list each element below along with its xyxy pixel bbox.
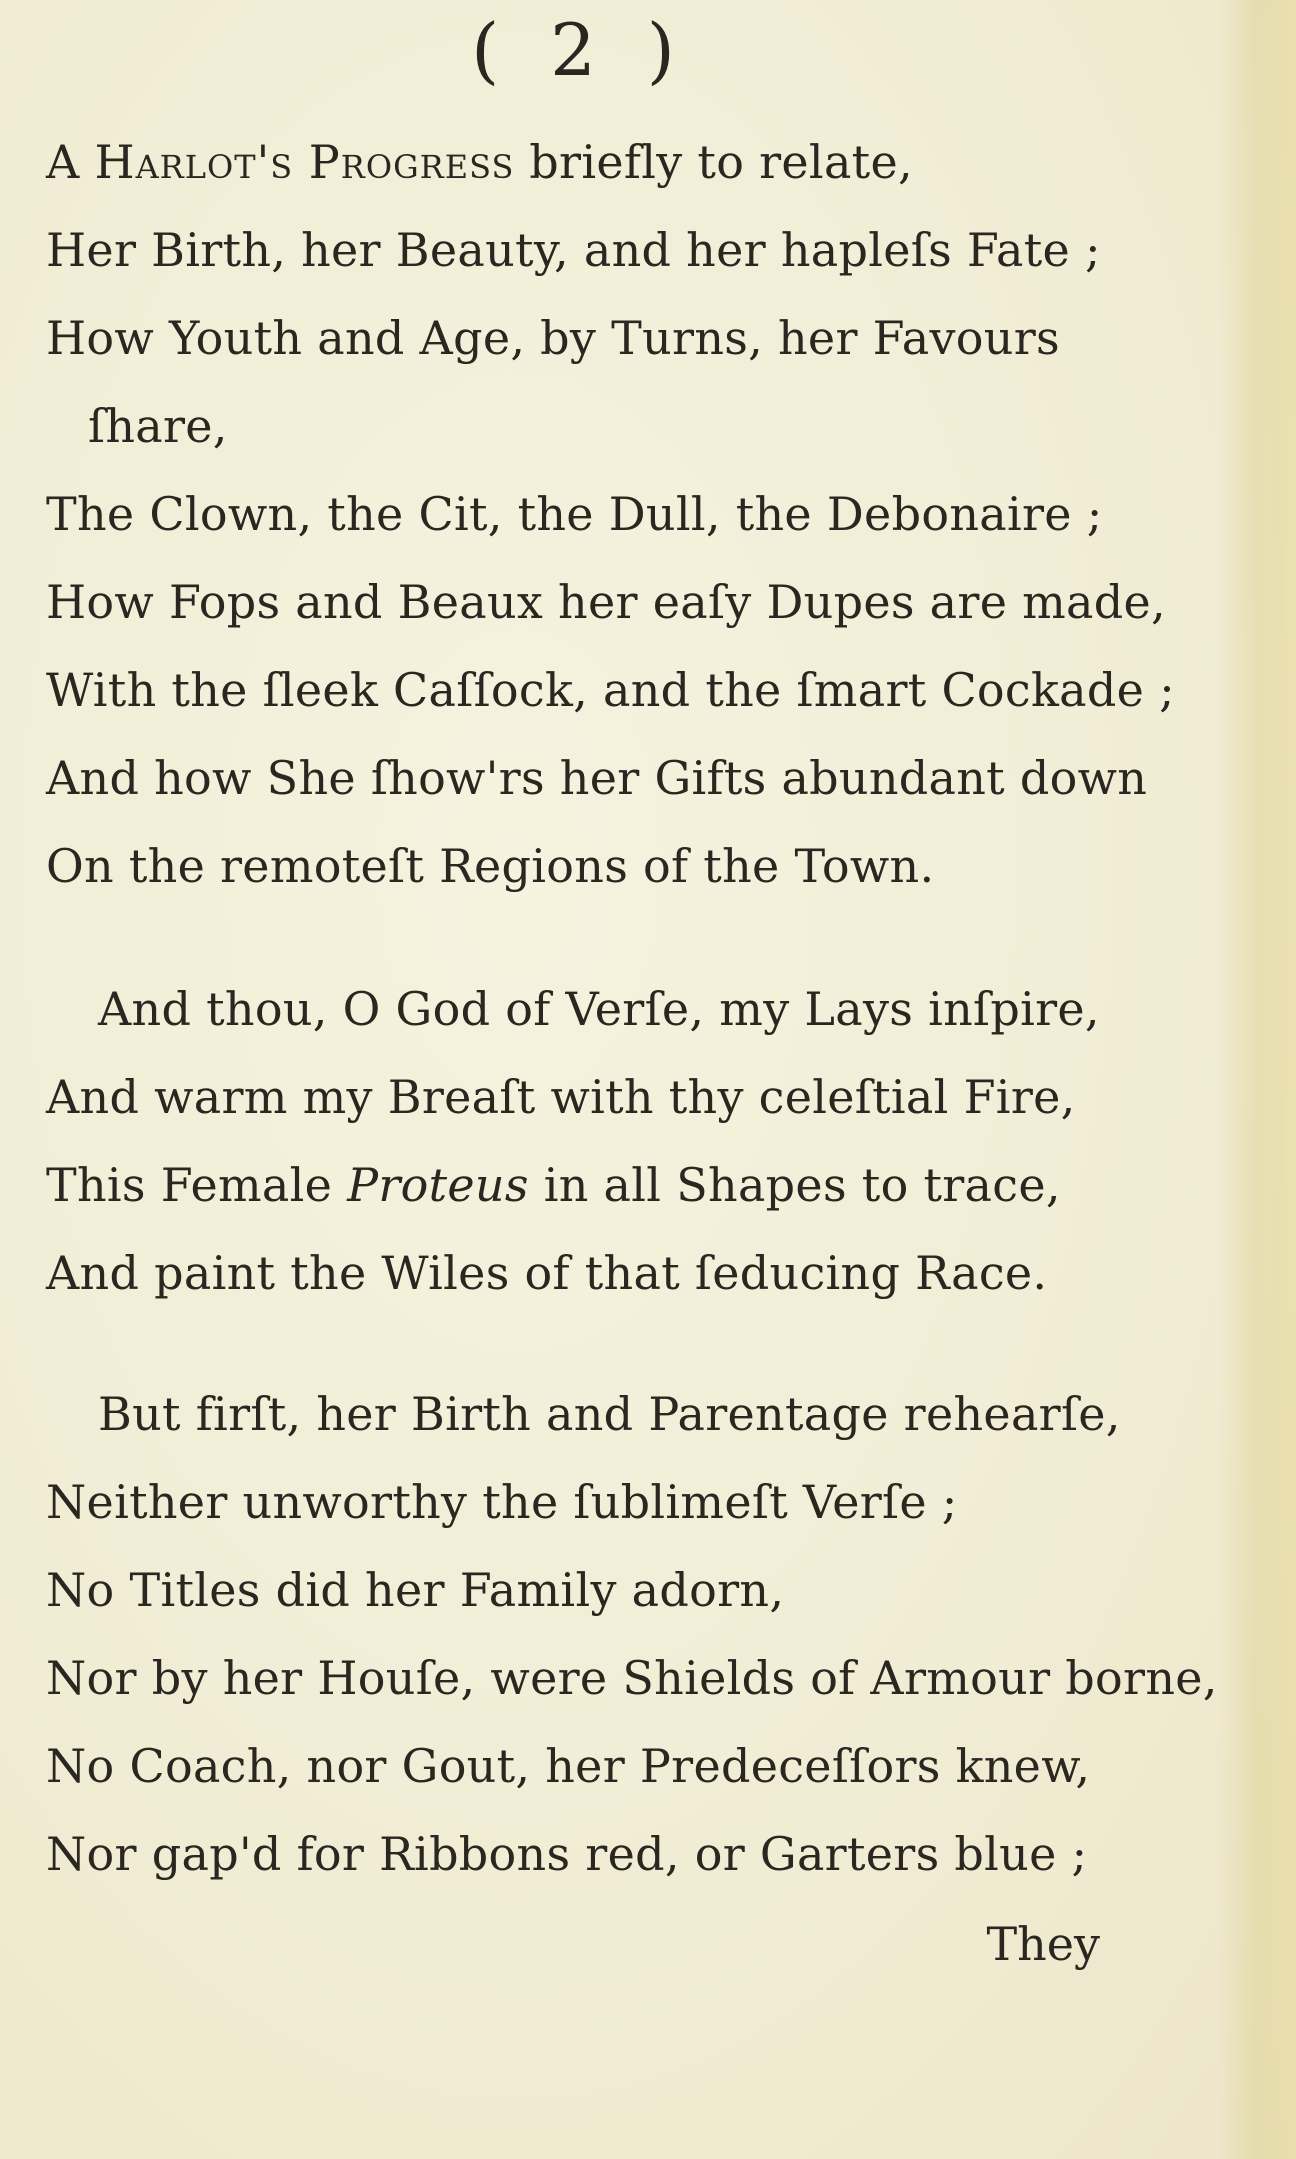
title-small-caps: Harlot's Progress bbox=[94, 135, 515, 189]
verse-line: How Fops and Beaux her eaſy Dupes are made, bbox=[46, 575, 1166, 629]
page-number: ( 2 ) bbox=[471, 8, 689, 92]
verse-line: And warm my Breaſt with thy celeſtial Fire, bbox=[46, 1070, 1076, 1124]
catchword: They bbox=[986, 1917, 1100, 1971]
stanza-3 bbox=[46, 1370, 1218, 1898]
stanza-1 bbox=[46, 118, 1175, 910]
verse-line: The Clown, the Cit, the Dull, the Debonaire ; bbox=[46, 487, 1103, 541]
verse-line: On the remoteſt Regions of the Town. bbox=[46, 839, 935, 893]
verse-line: Nor by her Houſe, were Shields of Armour borne, bbox=[46, 1651, 1218, 1705]
verse-line: Nor gap'd for Ribbons red, or Garters blue ; bbox=[46, 1827, 1088, 1881]
verse-line: ſhare, bbox=[88, 399, 228, 453]
verse-line: And how She ſhow'rs her Gifts abundant down bbox=[46, 751, 1148, 805]
verse-line: No Titles did her Family adorn, bbox=[46, 1563, 785, 1617]
verse-line: How Youth and Age, by Turns, her Favours bbox=[46, 311, 1060, 365]
verse-line: Neither unworthy the ſublimeſt Verſe ; bbox=[46, 1475, 958, 1529]
verse-line: With the ſleek Caſſock, and the ſmart Cockade ; bbox=[46, 663, 1175, 717]
stanza-2 bbox=[46, 965, 1146, 1317]
verse-line: A Harlot's Progress briefly to relate, bbox=[46, 135, 913, 189]
verse-line: No Coach, nor Gout, her Predeceſſors knew, bbox=[46, 1739, 1091, 1793]
verse-line: And thou, O God of Verſe, my Lays inſpire, bbox=[98, 982, 1100, 1036]
verse-line: And paint the Wiles of that ſeducing Race. bbox=[46, 1246, 1048, 1300]
verse-line: But firſt, her Birth and Parentage rehearſe, bbox=[98, 1387, 1121, 1441]
italic-proteus: Proteus bbox=[347, 1158, 529, 1212]
verse-line: This Female Proteus in all Shapes to trace, bbox=[46, 1158, 1061, 1212]
verse-line: Her Birth, her Beauty, and her hapleſs Fate ; bbox=[46, 223, 1101, 277]
